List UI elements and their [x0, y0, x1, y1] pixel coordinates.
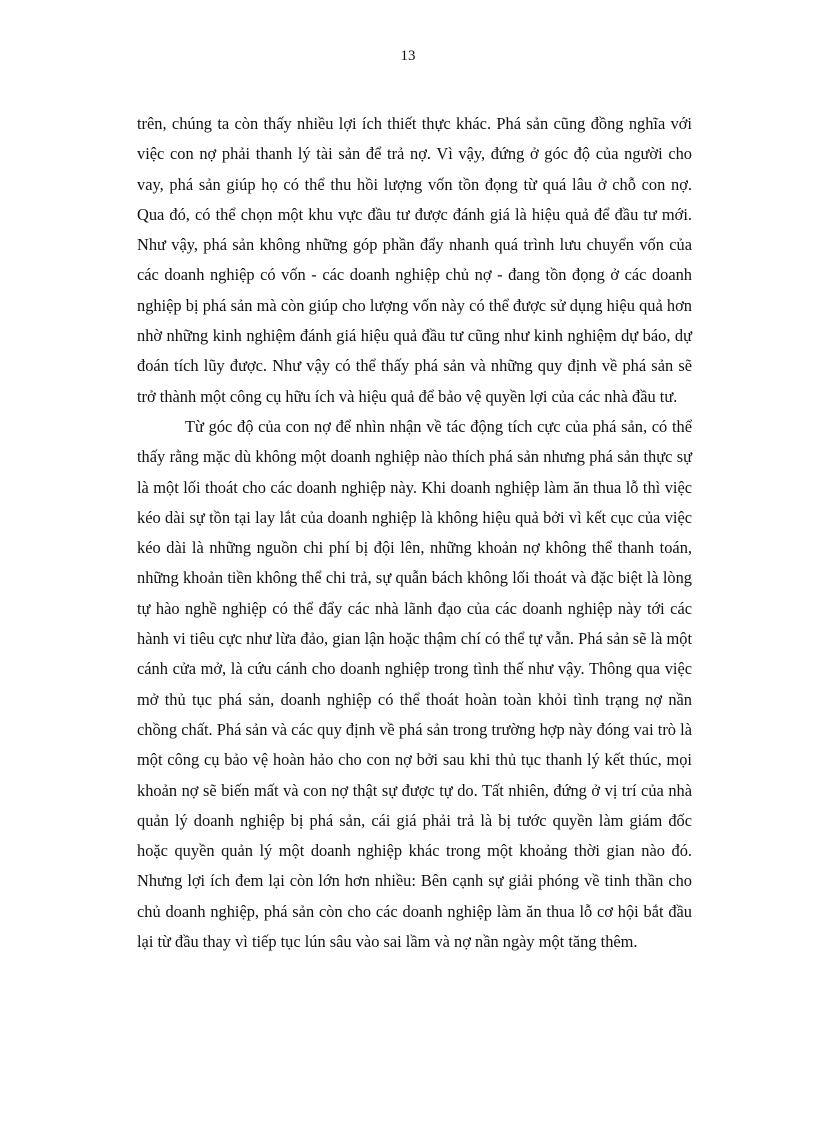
paragraph-continued: trên, chúng ta còn thấy nhiều lợi ích thiết thực khác. Phá sản cũng đồng nghĩa với việc con nợ phải thanh lý tài sản để trả nợ. Vì vậy, đứng ở góc độ của người cho vay, phá sản giúp họ có thể thu hồi lượng vốn tồn đọng từ quá lâu ở chỗ con nợ. Qua đó, có thể chọn một khu vực đầu tư được đánh giá là hiệu quả để đầu tư mới. Như vậy, phá sản không những góp phần đẩy nhanh quá trình lưu chuyển vốn của các doanh nghiệp có vốn - các doanh nghiệp chủ nợ - đang tồn đọng ở các doanh nghiệp bị phá sản mà còn giúp cho lượng vốn này có thể được sử dụng hiệu quả hơn nhờ những kinh nghiệm đánh giá hiệu quả đầu tư cũng như kinh nghiệm dự báo, dự đoán tích lũy được. Như vậy có thể thấy phá sản và những quy định về phá sản sẽ trở thành một công cụ hữu ích và hiệu quả để bảo vệ quyền lợi của các nhà đầu tư.	[137, 114, 692, 406]
body-text	[137, 109, 692, 957]
page-number: 13	[400, 48, 416, 64]
paragraph-debtor-perspective: Từ góc độ của con nợ để nhìn nhận về tác động tích cực của phá sản, có thể thấy rằng mặc dù không một doanh nghiệp nào thích phá sản nhưng phá sản thực sự là một lối thoát cho các doanh nghiệp này. Khi doanh nghiệp làm ăn thua lỗ thì việc kéo dài sự tồn tại lay lắt của doanh nghiệp là không hiệu quả bởi vì kết cục của việc kéo dài là những nguồn chi phí bị đội lên, những khoản nợ không thể thanh toán, những khoản tiền không thể chi trả, sự quẫn bách không lối thoát và đặc biệt là lòng tự hào nghề nghiệp có thể đẩy các nhà lãnh đạo của các doanh nghiệp này tới các hành vi tiêu cực như lừa đảo, gian lận hoặc thậm chí có thể tự vẫn. Phá sản sẽ là một cánh cửa mở, là cứu cánh cho doanh nghiệp trong tình thế như vậy. Thông qua việc mở thủ tục phá sản, doanh nghiệp có thể thoát hoàn toàn khỏi tình trạng nợ nần chồng chất. Phá sản và các quy định về phá sản trong trường hợp này đóng vai trò là một công cụ bảo vệ hoàn hảo cho con nợ bởi sau khi thủ tục thanh lý kết thúc, mọi khoản nợ sẽ biến mất và con nợ thật sự được tự do. Tất nhiên, đứng ở vị trí của nhà quản lý doanh nghiệp bị phá sản, cái giá phải trả là bị tước quyền làm giám đốc hoặc quyền quản lý một doanh nghiệp khác trong một khoảng thời gian nào đó. Nhưng lợi ích đem lại còn lớn hơn nhiều: Bên cạnh sự giải phóng về tinh thần cho chủ doanh nghiệp, phá sản còn cho các doanh nghiệp làm ăn thua lỗ cơ hội bắt đầu lại từ đầu thay vì tiếp tục lún sâu vào sai lầm và nợ nần ngày một tăng thêm.	[137, 416, 692, 952]
